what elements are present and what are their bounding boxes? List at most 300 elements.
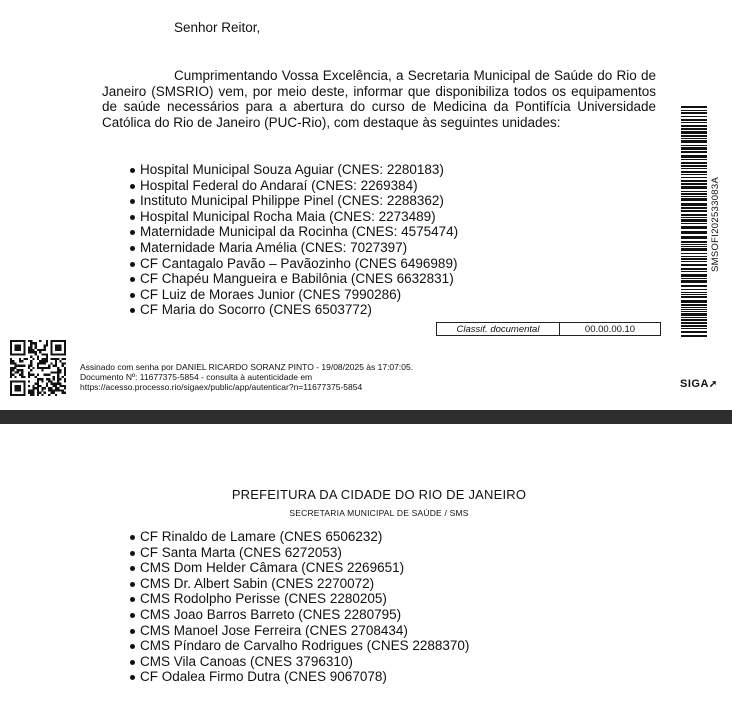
qr-cell (35, 387, 37, 389)
barcode-bar (681, 198, 707, 201)
barcode-bar (681, 151, 707, 153)
qr-cell (48, 365, 50, 367)
barcode-bar (681, 165, 707, 167)
qr-cell (21, 376, 23, 378)
qr-cell (57, 369, 59, 371)
qr-cell (46, 342, 48, 344)
qr-cell (37, 358, 39, 360)
qr-cell (32, 374, 34, 376)
barcode-bar (681, 285, 707, 287)
barcode-bar (681, 145, 707, 146)
barcode-bar (681, 296, 707, 298)
qr-cell (28, 371, 30, 373)
qr-cell (64, 367, 66, 369)
barcode-bar (681, 231, 707, 234)
barcode-bar (681, 112, 707, 114)
salutation: Senhor Reitor, (174, 20, 261, 35)
barcode-bar (681, 155, 707, 158)
list-item: Hospital Federal do Andaraí (CNES: 2269384) (130, 178, 458, 194)
qr-cell (55, 383, 57, 385)
qr-cell (17, 371, 19, 373)
qr-cell (21, 365, 23, 367)
barcode-bar (681, 328, 707, 329)
barcode-bar (681, 168, 707, 169)
qr-cell (53, 392, 55, 394)
qr-cell (10, 360, 12, 362)
qr-cell (46, 383, 48, 385)
list-item: Maternidade Maria Amélia (CNES: 7027397) (130, 240, 458, 256)
qr-cell (12, 374, 14, 376)
qr-cell (44, 367, 46, 369)
qr-cell (48, 374, 50, 376)
qr-cell (55, 389, 57, 391)
qr-cell (46, 344, 48, 346)
qr-cell (12, 369, 14, 371)
barcode-bar (681, 135, 707, 137)
qr-cell (14, 365, 16, 367)
qr-cell (14, 376, 16, 378)
qr-cell (14, 371, 16, 373)
qr-cell (21, 374, 23, 376)
qr-cell (55, 371, 57, 373)
qr-cell (28, 349, 30, 351)
barcode-bar (681, 294, 707, 295)
barcode-bar (681, 223, 707, 224)
barcode-bar (681, 122, 707, 123)
qr-cell (44, 360, 46, 362)
qr-cell (37, 349, 39, 351)
barcode-bar (681, 125, 707, 127)
qr-cell (59, 389, 61, 391)
barcode-bar (681, 335, 707, 337)
qr-cell (55, 360, 57, 362)
barcode-bar (681, 147, 707, 150)
qr-cell (41, 367, 43, 369)
document-page-2 (0, 424, 732, 705)
list-item: CMS Joao Barros Barreto (CNES 2280795) (130, 607, 469, 623)
qr-cell (10, 369, 12, 371)
siga-logo (680, 378, 718, 390)
qr-cell (41, 380, 43, 382)
qr-cell (30, 360, 32, 362)
qr-cell (64, 392, 66, 394)
qr-cell (30, 340, 32, 342)
qr-cell (32, 342, 34, 344)
qr-cell (28, 385, 30, 387)
qr-cell (32, 394, 34, 396)
barcode-bar (681, 226, 707, 229)
barcode-bar (681, 186, 707, 189)
qr-cell (30, 342, 32, 344)
barcode-bar (681, 217, 707, 218)
barcode-bar (681, 116, 707, 117)
qr-cell (62, 385, 64, 387)
qr-cell (26, 358, 28, 360)
qr-cell (59, 378, 61, 380)
barcode-bar (681, 274, 707, 277)
barcode-bar (681, 241, 707, 243)
qr-cell (53, 383, 55, 385)
barcode-bar (681, 304, 707, 306)
qr-cell (32, 367, 34, 369)
qr-cell (57, 378, 59, 380)
qr-cell (55, 362, 57, 364)
qr-cell (37, 385, 39, 387)
qr-cell (28, 347, 30, 349)
qr-cell (59, 369, 61, 371)
qr-cell (32, 349, 34, 351)
barcode-bar (681, 214, 707, 216)
classification-value: 00.00.00.10 (560, 323, 661, 336)
qr-cell (48, 387, 50, 389)
list-item: CMS Dr. Albert Sabin (CNES 2270072) (130, 576, 469, 592)
classification-table (436, 322, 661, 336)
qr-cell (39, 392, 41, 394)
qr-cell (55, 358, 57, 360)
qr-cell (48, 378, 50, 380)
barcode-bar (681, 325, 707, 327)
barcode-bar (681, 313, 707, 316)
qr-cell (59, 360, 61, 362)
qr-cell (21, 360, 23, 362)
qr-cell (21, 371, 23, 373)
qr-cell (53, 358, 55, 360)
qr-cell (37, 367, 39, 369)
qr-cell (62, 392, 64, 394)
qr-cell (39, 385, 41, 387)
qr-cell (46, 385, 48, 387)
qr-cell (17, 365, 19, 367)
qr-cell (48, 389, 50, 391)
qr-cell (10, 376, 12, 378)
barcode-bar (681, 258, 707, 260)
list-item: CF Maria do Socorro (CNES 6503772) (130, 302, 458, 318)
qr-cell (39, 340, 41, 342)
barcode-bar (681, 317, 707, 318)
qr-cell (37, 374, 39, 376)
qr-cell (46, 367, 48, 369)
list-item: CMS Rodolpho Perisse (CNES 2280205) (130, 591, 469, 607)
qr-cell (12, 360, 14, 362)
page-subtitle: SECRETARIA MUNICIPAL DE SAÚDE / SMS (289, 508, 469, 518)
qr-cell (30, 374, 32, 376)
qr-cell (37, 356, 39, 358)
qr-cell (50, 358, 52, 360)
barcode-bar (681, 203, 707, 206)
barcode-bar (681, 319, 707, 321)
qr-cell (55, 344, 62, 351)
qr-cell (28, 340, 30, 342)
qr-cell (64, 378, 66, 380)
list-item: CF Odalea Firmo Dutra (CNES 9067078) (130, 669, 469, 685)
qr-cell (32, 351, 34, 353)
qr-cell (57, 371, 59, 373)
qr-cell (37, 378, 39, 380)
qr-cell (53, 385, 55, 387)
qr-cell (19, 374, 21, 376)
qr-cell (44, 358, 46, 360)
qr-cell (59, 385, 61, 387)
qr-cell (10, 362, 12, 364)
barcode-bar (681, 322, 707, 324)
qr-cell (30, 351, 32, 353)
qr-cell (46, 360, 48, 362)
qr-cell (46, 374, 48, 376)
qr-cell (39, 362, 41, 364)
qr-cell (32, 387, 34, 389)
barcode-bar (681, 207, 707, 209)
qr-cell (28, 374, 30, 376)
qr-cell (46, 353, 48, 355)
qr-cell (53, 371, 55, 373)
qr-cell (44, 344, 46, 346)
qr-cell (44, 353, 46, 355)
qr-cell (64, 362, 66, 364)
signature-line: Assinado com senha por DANIEL RICARDO SORANZ PINTO - 19/08/2025 às 17:07:05. (80, 362, 414, 372)
qr-cell (30, 347, 32, 349)
qr-cell (12, 367, 14, 369)
siga-logo-text: SIGA (680, 378, 709, 390)
qr-cell (64, 380, 66, 382)
qr-cell (37, 380, 39, 382)
qr-cell (41, 369, 43, 371)
qr-cell (35, 353, 37, 355)
barcode-bar (681, 311, 707, 312)
document-code-vertical: SMSOFI202533083A (710, 176, 721, 272)
qr-cell (37, 392, 39, 394)
qr-cell (57, 367, 59, 369)
qr-cell (53, 378, 55, 380)
qr-cell (37, 389, 39, 391)
qr-cell (19, 358, 21, 360)
qr-cell (53, 365, 55, 367)
barcode-bar (681, 196, 707, 197)
barcode-bar (681, 210, 707, 212)
qr-cell (41, 362, 43, 364)
barcode-bar (681, 307, 707, 308)
qr-cell (35, 351, 37, 353)
classification-label: Classif. documental (437, 323, 560, 336)
qr-cell (30, 392, 32, 394)
barcode-bar (681, 280, 707, 283)
qr-cell (10, 358, 12, 360)
qr-cell (53, 376, 55, 378)
qr-cell (64, 385, 66, 387)
list-item: CMS Dom Helder Câmara (CNES 2269651) (130, 560, 469, 576)
qr-cell (32, 389, 34, 391)
document-number-line: Documento Nº: 11677375-5854 - consulta à autenticidade em (80, 372, 313, 382)
qr-cell (57, 380, 59, 382)
qr-cell (10, 374, 12, 376)
qr-cell (32, 392, 34, 394)
qr-cell (30, 344, 32, 346)
qr-cell (55, 385, 57, 387)
barcode-bar (681, 180, 707, 182)
qr-cell (44, 362, 46, 364)
barcode-bar (681, 191, 707, 192)
barcode-bar (681, 246, 707, 247)
qr-cell (59, 371, 61, 373)
barcode-bar (681, 128, 707, 130)
qr-cell (44, 392, 46, 394)
qr-cell (30, 369, 32, 371)
qr-cell (37, 383, 39, 385)
list-item: CMS Vila Canoas (CNES 3796310) (130, 654, 469, 670)
qr-code-icon (10, 340, 66, 396)
qr-cell (14, 385, 21, 392)
barcode-bar (681, 219, 707, 222)
qr-cell (28, 392, 30, 394)
barcode-bar (681, 174, 707, 175)
qr-cell (10, 367, 12, 369)
qr-cell (41, 387, 43, 389)
barcode-bar (681, 140, 707, 143)
qr-cell (39, 349, 41, 351)
qr-cell (30, 356, 32, 358)
qr-cell (62, 365, 64, 367)
qr-cell (59, 383, 61, 385)
qr-cell (44, 387, 46, 389)
list-item: Maternidade Municipal da Rocinha (CNES: 4575474) (130, 224, 458, 240)
qr-cell (57, 376, 59, 378)
qr-cell (28, 367, 30, 369)
qr-cell (50, 380, 52, 382)
qr-cell (35, 383, 37, 385)
qr-cell (55, 394, 57, 396)
barcode-bar (681, 331, 707, 333)
qr-cell (32, 385, 34, 387)
qr-cell (30, 365, 32, 367)
qr-cell (46, 378, 48, 380)
barcode-bar (681, 309, 707, 310)
qr-cell (53, 389, 55, 391)
qr-cell (23, 365, 25, 367)
barcode-bar (681, 289, 707, 290)
qr-cell (64, 371, 66, 373)
qr-cell (19, 360, 21, 362)
qr-cell (10, 371, 12, 373)
qr-cell (41, 389, 43, 391)
qr-cell (28, 389, 30, 391)
barcode-bar (681, 138, 707, 139)
qr-cell (21, 369, 23, 371)
barcode-bar (681, 236, 707, 239)
page-title: PREFEITURA DA CIDADE DO RIO DE JANEIRO (231, 487, 527, 502)
qr-cell (37, 387, 39, 389)
qr-cell (62, 376, 64, 378)
barcode-bar (681, 256, 707, 257)
qr-cell (48, 394, 50, 396)
qr-cell (55, 387, 57, 389)
qr-cell (44, 374, 46, 376)
qr-cell (23, 358, 25, 360)
qr-cell (14, 344, 21, 351)
qr-cell (39, 367, 41, 369)
list-item: CF Cantagalo Pavão – Pavãozinho (CNES 6496989) (130, 256, 458, 272)
health-units-list-page1 (130, 162, 458, 318)
qr-cell (17, 369, 19, 371)
list-item: CF Santa Marta (CNES 6272053) (130, 545, 469, 561)
qr-cell (46, 356, 48, 358)
qr-cell (57, 374, 59, 376)
qr-cell (50, 371, 52, 373)
qr-cell (55, 365, 57, 367)
barcode-bar (681, 159, 707, 160)
qr-cell (12, 362, 14, 364)
qr-cell (62, 389, 64, 391)
list-item: CF Chapéu Mangueira e Babilônia (CNES 6632831) (130, 271, 458, 287)
qr-cell (62, 362, 64, 364)
qr-cell (48, 367, 50, 369)
qr-cell (28, 376, 30, 378)
barcode-bar (681, 162, 707, 164)
page-divider (0, 410, 732, 424)
qr-cell (41, 353, 43, 355)
intro-paragraph: Cumprimentando Vossa Excelência, a Secretaria Municipal de Saúde do Rio de Janeiro (SMSRIO) vem, por meio deste, informar que disponibiliza todos os equipamentos de saúde necessários para a abertura do curso de Medicina da Pontifícia Universidade Católica do Rio de Janeiro (PUC-Rio), com destaque às seguintes unidades: (102, 68, 656, 130)
authentication-url: https://acesso.processo.rio/sigaex/public/app/autenticar?n=11677375-5854 (80, 382, 363, 392)
barcode-bar (681, 261, 707, 262)
qr-cell (32, 358, 34, 360)
qr-cell (46, 340, 48, 342)
qr-cell (35, 344, 37, 346)
qr-cell (39, 360, 41, 362)
barcode-bar (681, 177, 707, 178)
qr-cell (35, 342, 37, 344)
qr-cell (19, 369, 21, 371)
health-units-list-page2 (130, 529, 469, 685)
barcode-bar (681, 300, 707, 303)
list-item: CF Rinaldo de Lamare (CNES 6506232) (130, 529, 469, 545)
barcode-bar (681, 193, 707, 195)
qr-cell (30, 389, 32, 391)
barcode-bar (681, 278, 707, 279)
qr-cell (50, 362, 52, 364)
arrow-icon: ➚ (708, 379, 718, 390)
qr-cell (37, 394, 39, 396)
qr-cell (30, 349, 32, 351)
qr-cell (41, 358, 43, 360)
qr-cell (28, 365, 30, 367)
qr-cell (35, 347, 37, 349)
barcode-bar (681, 248, 707, 251)
qr-cell (30, 394, 32, 396)
list-item: Hospital Municipal Rocha Maia (CNES: 2273489) (130, 209, 458, 225)
qr-cell (14, 362, 16, 364)
barcode-graphic (681, 106, 713, 338)
qr-cell (50, 389, 52, 391)
qr-cell (14, 367, 16, 369)
qr-cell (57, 358, 59, 360)
qr-cell (23, 376, 25, 378)
barcode-bar (681, 268, 707, 270)
qr-cell (39, 378, 41, 380)
barcode-bar (681, 264, 707, 266)
list-item: CMS Píndaro de Carvalho Rodrigues (CNES 2288370) (130, 638, 469, 654)
barcode-bar (681, 244, 707, 245)
qr-cell (30, 362, 32, 364)
qr-cell (46, 358, 48, 360)
list-item: CMS Manoel Jose Ferreira (CNES 2708434) (130, 623, 469, 639)
qr-cell (64, 374, 66, 376)
barcode-bar (681, 292, 707, 293)
qr-cell (37, 362, 39, 364)
barcode-bar (681, 131, 707, 134)
barcode-bar (681, 110, 707, 111)
list-item: Instituto Municipal Philippe Pinel (CNES: 2288362) (130, 193, 458, 209)
qr-cell (44, 349, 46, 351)
barcode-bar (681, 119, 707, 121)
qr-cell (35, 376, 37, 378)
